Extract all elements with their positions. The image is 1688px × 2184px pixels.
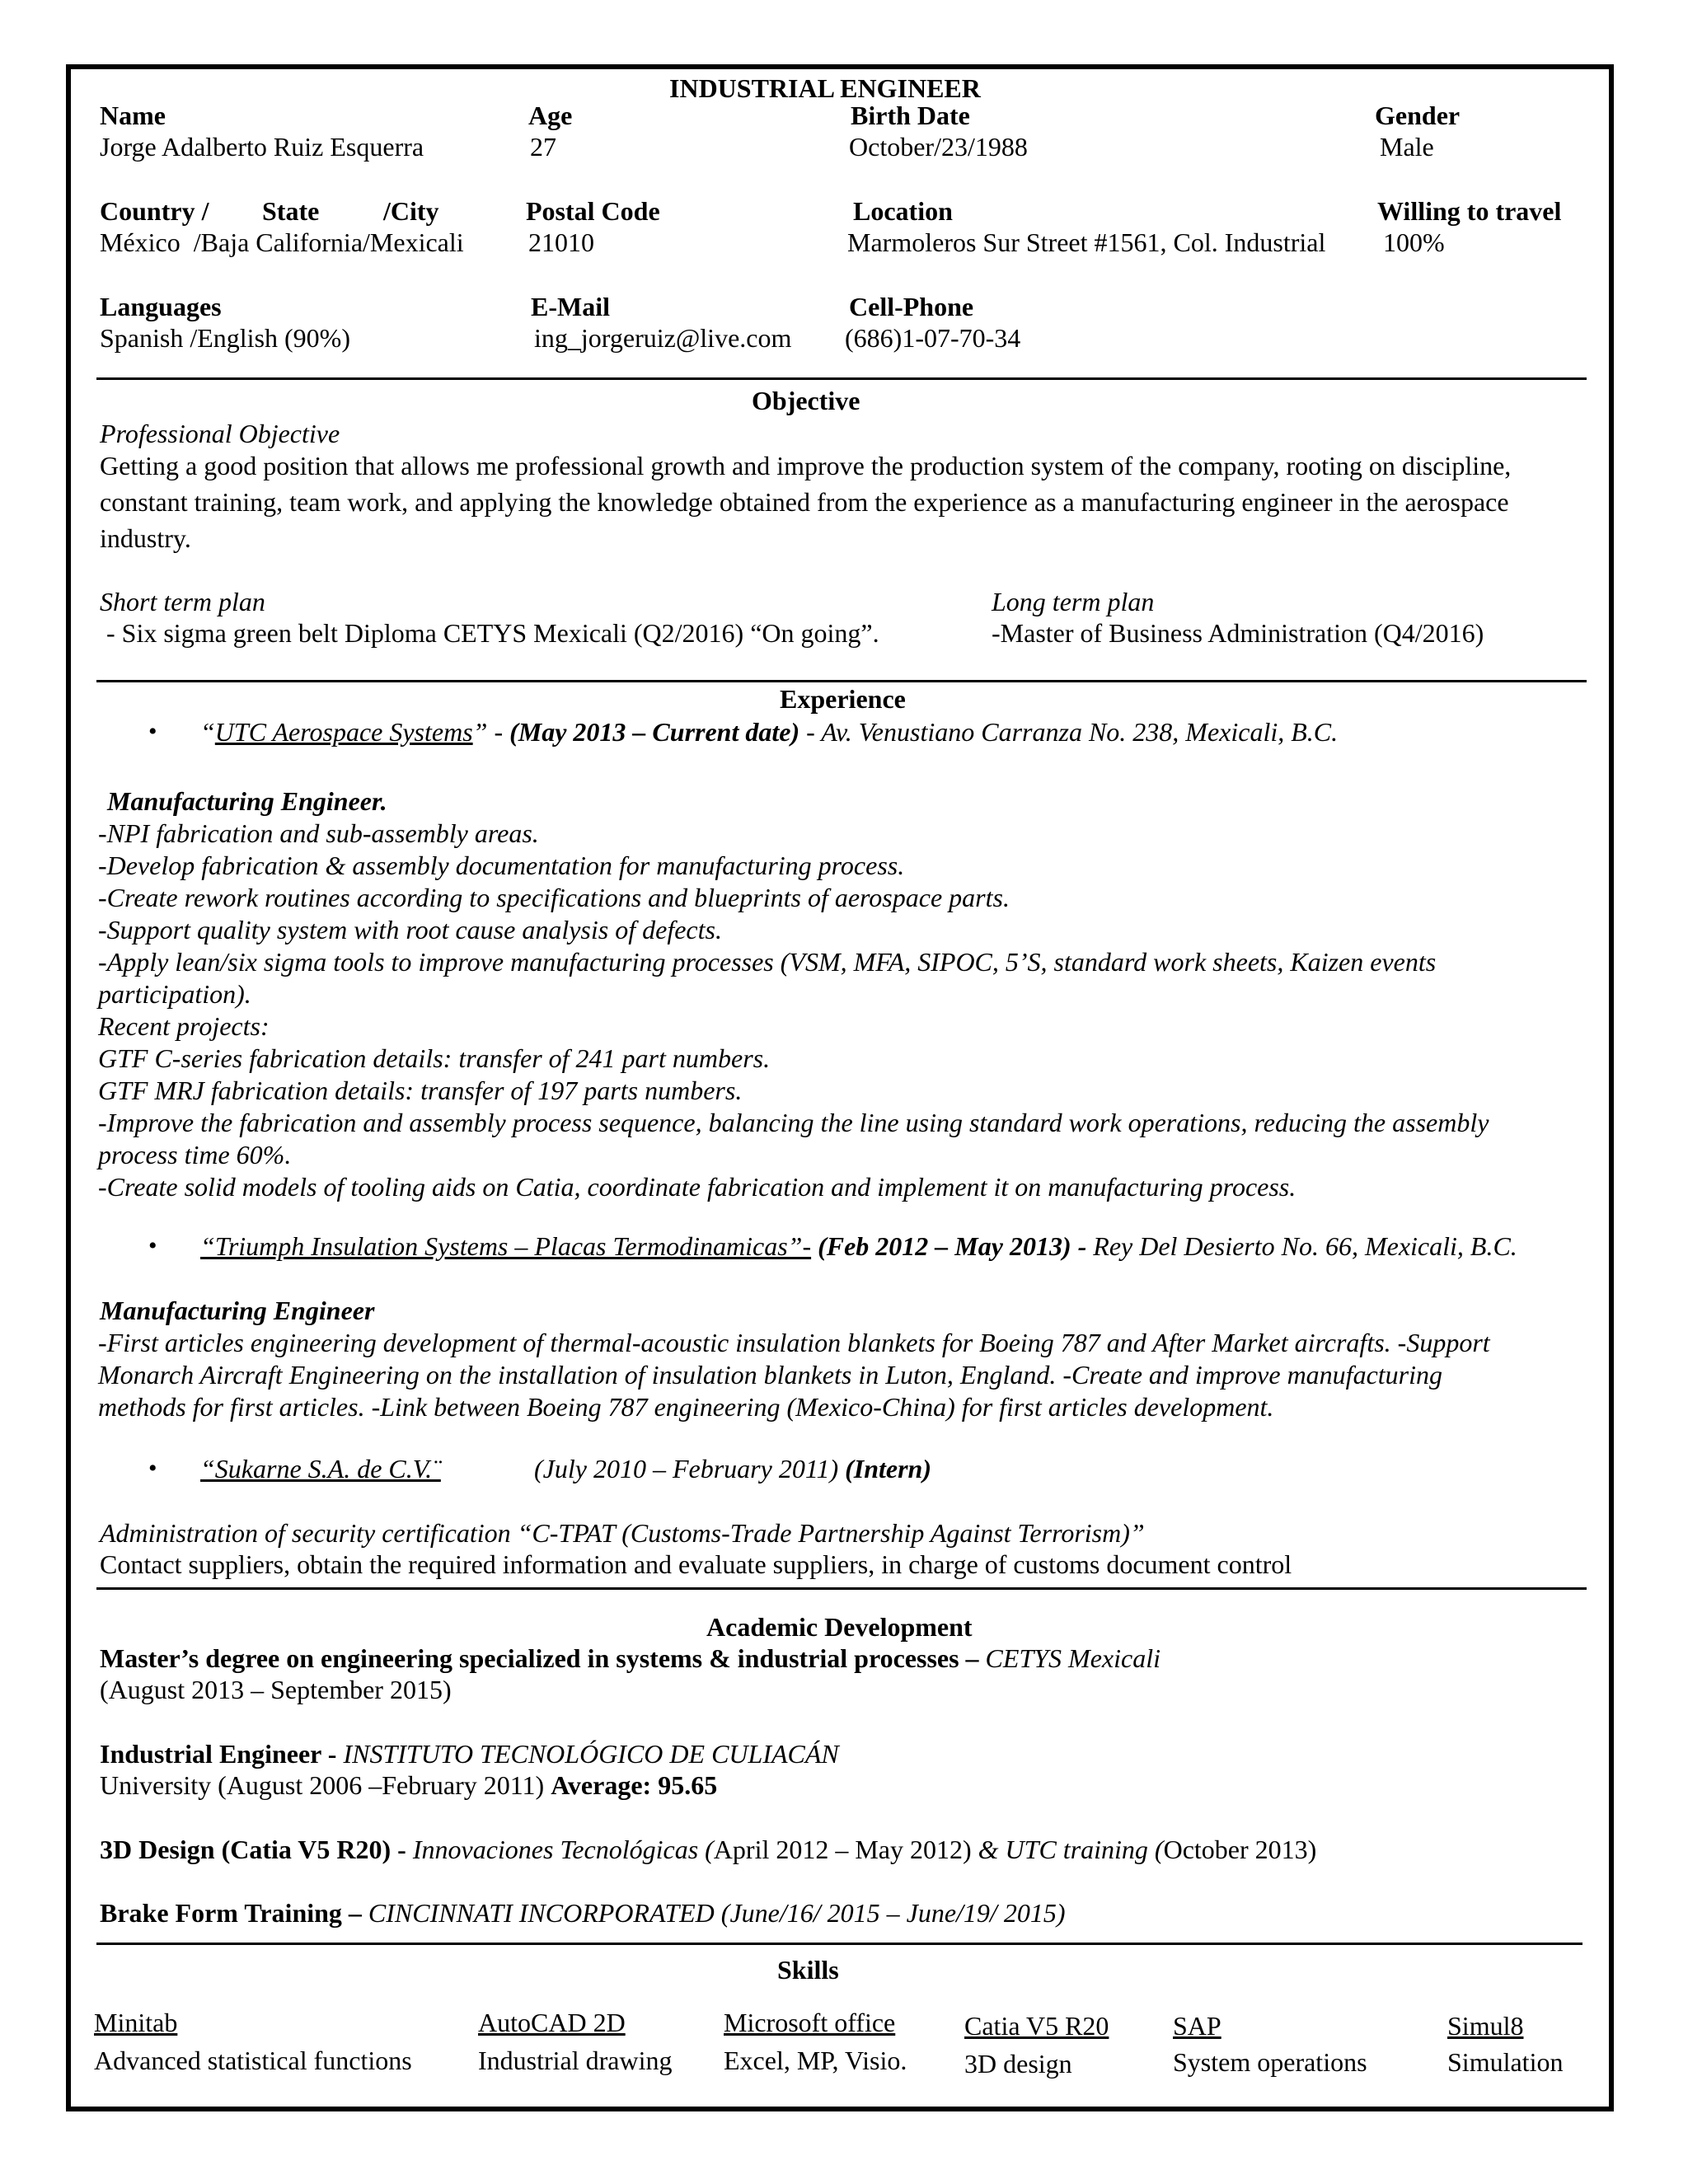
objective-text: Getting a good position that allows me professional growth and improve the production system of the company, rooting on discipline, constant training, team work, and applying the knowledge obtained from the experience as a manufacturing engineer in the aerospace industry. [100,451,1512,553]
skill-autocad-desc: Industrial drawing [478,2046,673,2075]
academic-heading: Academic Development [706,1612,973,1642]
job1-address: - Av. Venustiano Carranza No. 238, Mexicali, B.C. [799,717,1339,747]
job1-line: Recent projects: [98,1011,270,1041]
job2-details [98,1327,1598,1423]
job1-line: -Apply lean/six sigma tools to improve manufacturing processes (VSM, MFA, SIPOC, 5’S, standard work sheets, Kaizen events [98,947,1437,977]
brake-form-school: CINCINNATI INCORPORATED (June/16/ 2015 – June/19/ 2015) [368,1898,1066,1928]
utc-training-period: October 2013) [1163,1835,1317,1864]
skill-minitab: Minitab [94,2008,178,2037]
3d-design-line [100,1836,1316,1863]
job1-line: -Create rework routines according to specifications and blueprints of aerospace parts. [98,883,1010,912]
ie-period: University (August 2006 –February 2011) [100,1770,551,1800]
skill-catia-desc: 3D design [964,2049,1072,2079]
name-value: Jorge Adalberto Ruiz Esquerra [100,132,424,162]
job2-header [200,1233,1517,1259]
divider [96,1943,1582,1945]
job2-dates: (Feb 2012 – May 2013) - [811,1231,1094,1261]
skill-catia: Catia V5 R20 [964,2011,1109,2041]
job1-dates: (May 2013 – Current date) [509,717,800,747]
masters-degree: Master’s degree on engineering specialized in systems & industrial processes – [100,1643,979,1673]
country-value: México /Baja California/Mexicali [100,227,464,257]
bullet: • [148,718,157,745]
short-term-label: Short term plan [100,587,265,616]
postal-code-value: 21010 [528,227,594,257]
gender-label: Gender [1375,101,1461,130]
skill-sap-desc: System operations [1173,2047,1367,2077]
job3-line2: Contact suppliers, obtain the required information and evaluate suppliers, in charge of customs document control [100,1549,1292,1579]
page-title: INDUSTRIAL ENGINEER [669,73,981,103]
job2-role: Manufacturing Engineer [100,1296,375,1325]
phone-value: (686)1-07-70-34 [845,323,1021,353]
skill-simul8-desc: Simulation [1447,2047,1564,2077]
brake-form-course: Brake Form Training – [100,1898,368,1928]
country-label: Country / [100,196,209,226]
job3-dates [534,1455,931,1482]
job1-details [98,818,1598,1203]
ie-school: INSTITUTO TECNOLÓGICO DE CULIACÁN [343,1739,839,1769]
skills-heading: Skills [777,1955,839,1985]
skill-minitab-desc: Advanced statistical functions [94,2046,412,2075]
divider [96,680,1587,682]
job3-period: (July 2010 – February 2011) [534,1454,839,1483]
ie-average: Average: 95.65 [551,1770,718,1800]
masters-line [100,1645,1160,1671]
state-label: State [262,196,320,226]
industrial-engineer-line [100,1741,839,1767]
quote: “ [200,717,215,747]
city-label: /City [383,196,439,226]
utc-training: & UTC training ( [978,1835,1164,1864]
skill-autocad: AutoCAD 2D [478,2008,626,2037]
job2-company: “Triumph Insulation Systems – Placas Termodinamicas”- [200,1231,812,1261]
long-term-label: Long term plan [992,587,1155,616]
skill-office: Microsoft office [724,2008,896,2037]
job1-header [200,719,1338,745]
job2-line: Monarch Aircraft Engineering on the installation of insulation blankets in Luton, England. -Create and improve manufacturing [98,1360,1442,1390]
long-term-text: -Master of Business Administration (Q4/2016) [992,618,1484,648]
industrial-engineer-dates [100,1772,717,1798]
email-value: ing_jorgeruiz@live.com [534,323,792,353]
job2-line: methods for first articles. -Link between Boeing 787 engineering (Mexico-China) for first articles development. [98,1392,1274,1422]
masters-school: CETYS Mexicali [978,1643,1160,1673]
age-value: 27 [530,132,556,162]
birth-date-label: Birth Date [851,101,970,130]
masters-dates: (August 2013 – September 2015) [100,1675,452,1704]
job3-line1: Administration of security certification “C-TPAT (Customs-Trade Partnership Against Terrorism)” [100,1518,1145,1548]
location-value: Marmoleros Sur Street #1561, Col. Industrial [847,227,1326,257]
job1-role: Manufacturing Engineer. [107,786,387,816]
job1-line: process time 60%. [98,1140,292,1169]
3d-design-course: 3D Design (Catia V5 R20) - [100,1835,413,1864]
gender-value: Male [1380,132,1434,162]
skill-simul8: Simul8 [1447,2011,1524,2041]
job1-line: -Create solid models of tooling aids on Catia, coordinate fabrication and implement it on manufacturing process. [98,1172,1296,1202]
travel-label: Willing to travel [1377,196,1562,226]
job1-line: -NPI fabrication and sub-assembly areas. [98,818,539,848]
skill-sap: SAP [1173,2011,1221,2041]
brake-form-line [100,1900,1065,1926]
birth-date-value: October/23/1988 [849,132,1028,162]
job1-line: -Improve the fabrication and assembly process sequence, balancing the line using standard work operations, reducing the assembly [98,1108,1489,1137]
skill-office-desc: Excel, MP, Visio. [724,2046,907,2075]
age-label: Age [528,101,573,130]
phone-label: Cell-Phone [849,292,974,321]
location-label: Location [853,196,953,226]
bullet: • [148,1232,157,1259]
3d-design-school: Innovaciones Tecnológicas ( [412,1835,714,1864]
objective-heading: Objective [752,386,860,415]
divider [96,377,1587,380]
job1-line: -Support quality system with root cause analysis of defects. [98,915,722,944]
3d-design-period: April 2012 – May 2012) [713,1835,978,1864]
job3-intern: (Intern) [845,1454,931,1483]
ie-degree: Industrial Engineer - [100,1739,344,1769]
bullet: • [148,1455,157,1482]
objective-subheading: Professional Objective [100,419,340,448]
job2-line: -First articles engineering development of thermal-acoustic insulation blankets for Boeing 787 and After Market aircrafts. -Support [98,1328,1490,1357]
languages-label: Languages [100,292,222,321]
quote: ” - [472,717,510,747]
experience-heading: Experience [780,684,906,714]
languages-value: Spanish /English (90%) [100,323,350,353]
job3-company: “Sukarne S.A. de C.V.¨ [200,1454,441,1483]
job1-line: GTF MRJ fabrication details: transfer of 197 parts numbers. [98,1076,743,1105]
travel-value: 100% [1383,227,1445,257]
postal-code-label: Postal Code [526,196,660,226]
job1-line: participation). [98,979,251,1009]
name-label: Name [100,101,166,130]
job1-line: -Develop fabrication & assembly documentation for manufacturing process. [98,851,905,880]
short-term-text: - Six sigma green belt Diploma CETYS Mexicali (Q2/2016) “On going”. [100,618,879,648]
divider [96,1587,1587,1590]
job2-address: Rey Del Desierto No. 66, Mexicali, B.C. [1093,1231,1517,1261]
job1-company: UTC Aerospace Systems [214,717,473,747]
email-label: E-Mail [531,292,610,321]
job1-line: GTF C-series fabrication details: transfer of 241 part numbers. [98,1043,771,1073]
